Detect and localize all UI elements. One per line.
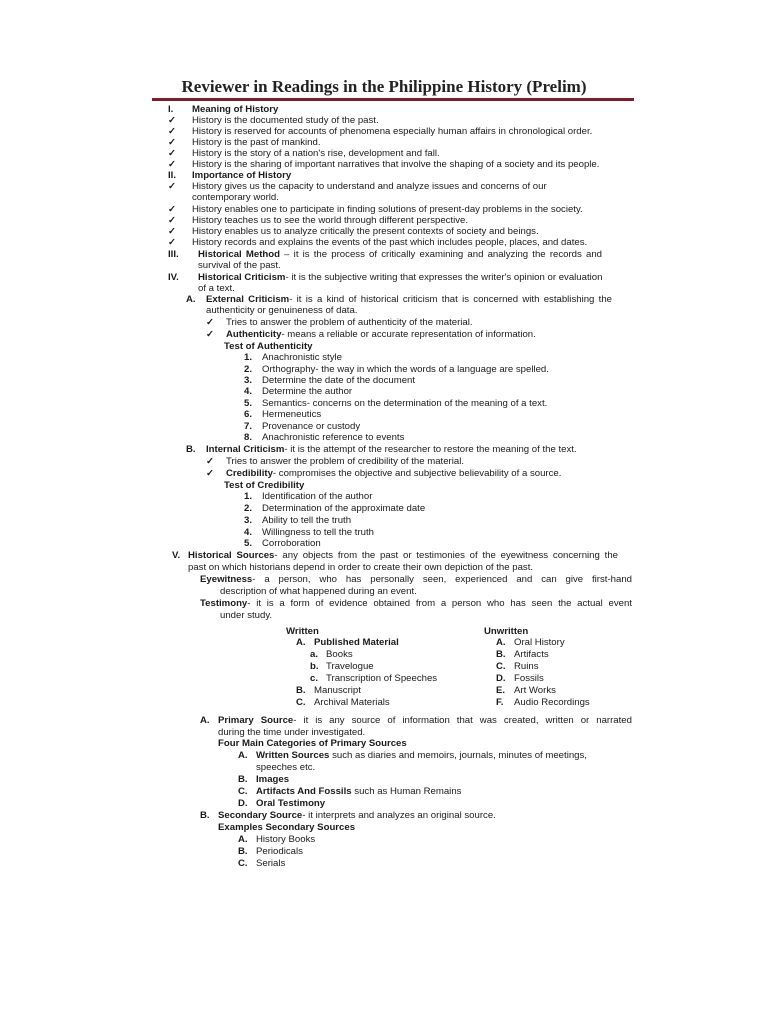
document-line	[496, 637, 565, 648]
list-marker: 5.	[244, 398, 253, 409]
line-text: - a person, who has personally seen, experienced and can give first-hand	[252, 574, 632, 585]
document-line	[168, 181, 547, 192]
checkmark-icon: ✓	[206, 317, 215, 328]
bold-term: Artifacts And Fossils	[256, 786, 352, 797]
document-line	[200, 715, 632, 726]
list-marker: I.	[168, 104, 174, 115]
document-line	[206, 305, 357, 316]
document-line	[168, 148, 440, 159]
list-marker: 2.	[244, 503, 253, 514]
line-text: Identification of the author	[262, 491, 373, 502]
line-text: of a text.	[198, 283, 235, 294]
list-marker: A.	[186, 294, 196, 305]
document-line	[238, 846, 303, 857]
document-line	[168, 104, 278, 115]
document-line	[496, 673, 544, 684]
document-line	[238, 786, 461, 797]
line-text: Periodicals	[256, 846, 303, 857]
line-text: Travelogue	[326, 661, 374, 672]
document-line	[238, 858, 285, 869]
page-title: Reviewer in Readings in the Philippine History (Prelim)	[181, 77, 587, 96]
checkmark-icon: ✓	[168, 181, 177, 192]
line-text: Orthography- the way in which the words of a language are spelled.	[262, 364, 549, 375]
list-marker: 1.	[244, 352, 253, 363]
list-marker: B.	[186, 444, 196, 455]
checkmark-icon: ✓	[168, 148, 177, 159]
line-text: speeches etc.	[256, 762, 316, 773]
list-marker: D.	[238, 798, 248, 809]
bold-term: Unwritten	[484, 626, 529, 637]
document-line	[218, 727, 365, 738]
document-line	[244, 432, 404, 443]
list-marker: V.	[172, 550, 181, 561]
document-line	[206, 329, 536, 340]
list-marker: C.	[238, 858, 248, 869]
line-text: Tries to answer the problem of authenticity of the material.	[226, 317, 473, 328]
document-line	[244, 375, 415, 386]
document-line	[496, 697, 590, 708]
list-marker: A.	[200, 715, 210, 726]
document-line	[206, 456, 464, 467]
document-line	[192, 192, 279, 203]
document-line	[168, 226, 539, 237]
line-text: Semantics- concerns on the determination of the meaning of a text.	[262, 398, 548, 409]
bold-term: Test of Credibility	[224, 480, 305, 491]
list-marker: A.	[238, 750, 248, 761]
document-line	[238, 798, 325, 809]
bold-term: Oral Testimony	[256, 798, 326, 809]
bold-term: Testimony	[200, 598, 248, 609]
list-marker: 5.	[244, 538, 253, 549]
bold-term: Authenticity	[226, 329, 282, 340]
document-line	[244, 421, 360, 432]
checkmark-icon: ✓	[168, 226, 177, 237]
line-text: History gives us the capacity to understand and analyze issues and concerns of our	[192, 181, 547, 192]
document-line	[206, 468, 561, 479]
document-line	[168, 272, 602, 283]
document-line	[496, 685, 556, 696]
line-text: - it is the attempt of the researcher to restore the meaning of the text.	[284, 444, 577, 455]
document-line	[244, 409, 321, 420]
bold-term: Historical Method	[198, 249, 280, 260]
list-marker: C.	[496, 661, 506, 672]
list-marker: B.	[200, 810, 210, 821]
line-text: History is the story of a nation's rise, development and fall.	[192, 148, 440, 159]
line-text: Art Works	[514, 685, 556, 696]
checkmark-icon: ✓	[168, 159, 177, 170]
bold-term: Images	[256, 774, 290, 785]
line-text: Tries to answer the problem of credibility of the material.	[226, 456, 464, 467]
line-text: - it is the subjective writing that expresses the writer's opinion or evaluation	[285, 272, 603, 283]
line-text: - it interprets and analyzes an original source.	[302, 810, 496, 821]
list-marker: 3.	[244, 515, 253, 526]
list-marker: 7.	[244, 421, 253, 432]
checkmark-icon: ✓	[168, 237, 177, 248]
bold-term: Secondary Source	[218, 810, 303, 821]
list-marker: A.	[238, 834, 248, 845]
line-text: Manuscript	[314, 685, 361, 696]
line-text: - it is any source of information that was created, written or narrated	[293, 715, 632, 726]
document-line	[198, 260, 281, 271]
document-line	[168, 237, 587, 248]
document-line	[496, 649, 549, 660]
line-text: - any objects from the past or testimonies of the eyewitness concerning the	[274, 550, 619, 561]
document-line	[296, 637, 399, 648]
line-text: Audio Recordings	[514, 697, 590, 708]
document-line	[238, 774, 289, 785]
line-text: - it is a form of evidence obtained from a person who has seen the actual event	[247, 598, 632, 609]
line-text: History enables us to analyze critically the present contexts of society and beings.	[192, 226, 539, 237]
checkmark-icon: ✓	[206, 456, 215, 467]
line-text: Determine the date of the document	[262, 375, 416, 386]
list-marker: 4.	[244, 527, 253, 538]
list-marker: III.	[168, 249, 179, 260]
list-marker: 8.	[244, 432, 253, 443]
line-text: Transcription of Speeches	[326, 673, 438, 684]
bold-term: Test of Authenticity	[224, 341, 313, 352]
document-line	[244, 386, 352, 397]
line-text: authenticity or genuineness of data.	[206, 305, 358, 316]
line-text: History is the sharing of important narratives that involve the shaping of a society and its people.	[192, 159, 600, 170]
line-text: - means a reliable or accurate representation of information.	[281, 329, 536, 340]
line-text: description of what happened during an event.	[220, 586, 417, 597]
document-line	[220, 610, 272, 621]
line-text: contemporary world.	[192, 192, 279, 203]
line-text: such as diaries and memoirs, journals, minutes of meetings,	[329, 750, 587, 761]
list-marker: A.	[296, 637, 306, 648]
bold-term: External Criticism	[206, 294, 290, 305]
document-line	[310, 661, 374, 672]
list-marker: 1.	[244, 491, 253, 502]
document-line	[168, 249, 602, 260]
list-marker: B.	[238, 846, 248, 857]
document-line	[172, 550, 618, 561]
document-line	[168, 115, 379, 126]
line-text: History is the documented study of the past.	[192, 115, 379, 126]
bold-term: Credibility	[226, 468, 273, 479]
document-line	[224, 341, 312, 352]
bold-term: Four Main Categories of Primary Sources	[218, 738, 407, 749]
list-marker: F.	[496, 697, 504, 708]
bold-term: Written Sources	[256, 750, 330, 761]
line-text: Anachronistic style	[262, 352, 342, 363]
document-line	[200, 810, 496, 821]
document-line	[496, 661, 539, 672]
checkmark-icon: ✓	[168, 137, 177, 148]
line-text: History enables one to participate in finding solutions of present-day problems in the society.	[192, 204, 583, 215]
line-text: Ruins	[514, 661, 539, 672]
line-text: Artifacts	[514, 649, 549, 660]
line-text: Fossils	[514, 673, 544, 684]
line-text: - compromises the objective and subjective believability of a source.	[272, 468, 562, 479]
document-line	[168, 126, 592, 137]
document-line	[244, 538, 321, 549]
document-line	[244, 352, 342, 363]
list-marker: B.	[296, 685, 306, 696]
line-text: such as Human Remains	[351, 786, 462, 797]
checkmark-icon: ✓	[168, 126, 177, 137]
document-line	[224, 480, 304, 491]
bold-term: Historical Sources	[188, 550, 275, 561]
line-text: Hermeneutics	[262, 409, 322, 420]
list-marker: E.	[496, 685, 506, 696]
document-line	[244, 364, 549, 375]
line-text: History teaches us to see the world through different perspective.	[192, 215, 469, 226]
document-line	[168, 170, 291, 181]
checkmark-icon: ✓	[168, 115, 177, 126]
line-text: Anachronistic reference to events	[262, 432, 405, 443]
line-text: Oral History	[514, 637, 565, 648]
line-text: History Books	[256, 834, 316, 845]
document-line	[200, 574, 632, 585]
bold-term: Importance of History	[192, 170, 292, 181]
list-marker: b.	[310, 661, 319, 672]
document-line	[310, 649, 353, 660]
document-line	[198, 283, 235, 294]
list-marker: B.	[238, 774, 248, 785]
line-text: during the time under investigated.	[218, 727, 366, 738]
line-text: Willingness to tell the truth	[262, 527, 374, 538]
bold-term: Historical Criticism	[198, 272, 286, 283]
line-text: past on which historians depend in order to create their own depiction of the past.	[188, 562, 534, 573]
document-line	[168, 159, 599, 170]
document-line	[244, 503, 425, 514]
line-text: - it is a kind of historical criticism that is concerned with establishing the	[289, 294, 612, 305]
document-line	[296, 697, 390, 708]
document-line	[244, 398, 547, 409]
list-marker: a.	[310, 649, 319, 660]
list-marker: C.	[296, 697, 306, 708]
document-line	[188, 562, 533, 573]
document-line	[186, 294, 612, 305]
line-text: Books	[326, 649, 353, 660]
list-marker: 2.	[244, 364, 253, 375]
line-text: Ability to tell the truth	[262, 515, 352, 526]
document-line	[244, 527, 374, 538]
document-line	[168, 137, 321, 148]
checkmark-icon: ✓	[168, 215, 177, 226]
bold-term: Meaning of History	[192, 104, 279, 115]
document-line	[238, 750, 587, 761]
checkmark-icon: ✓	[206, 329, 215, 340]
line-text: History is reserved for accounts of phenomena especially human affairs in chronological order.	[192, 126, 593, 137]
document-line	[484, 626, 528, 637]
list-marker: 3.	[244, 375, 253, 386]
line-text: Determine the author	[262, 386, 353, 397]
line-text: Provenance or custody	[262, 421, 361, 432]
line-text: History is the past of mankind.	[192, 137, 321, 148]
document-line	[310, 673, 437, 684]
document-line	[220, 586, 417, 597]
document-line	[244, 515, 351, 526]
line-text: under study.	[220, 610, 273, 621]
line-text: History records and explains the events of the past which includes people, places, and dates.	[192, 237, 588, 248]
bold-term: Internal Criticism	[206, 444, 285, 455]
document-line	[168, 204, 583, 215]
line-text: – it is the process of critically examining and analyzing the records and	[280, 249, 602, 260]
checkmark-icon: ✓	[206, 468, 215, 479]
bold-term: Written	[286, 626, 319, 637]
list-marker: IV.	[168, 272, 179, 283]
bold-term: Primary Source	[218, 715, 294, 726]
document-line	[256, 762, 315, 773]
list-marker: II.	[168, 170, 176, 181]
list-marker: A.	[496, 637, 506, 648]
bold-term: Eyewitness	[200, 574, 253, 585]
list-marker: C.	[238, 786, 248, 797]
document-line	[168, 215, 468, 226]
line-text: Archival Materials	[314, 697, 390, 708]
document-line	[286, 626, 319, 637]
title-divider	[152, 98, 634, 101]
document-line	[200, 598, 632, 609]
list-marker: c.	[310, 673, 319, 684]
bold-term: Published Material	[314, 637, 399, 648]
line-text: Determination of the approximate date	[262, 503, 426, 514]
line-text: survival of the past.	[198, 260, 281, 271]
document-line	[296, 685, 361, 696]
document-line	[218, 738, 407, 749]
line-text: Serials	[256, 858, 286, 869]
list-marker: 6.	[244, 409, 253, 420]
document-line	[206, 317, 473, 328]
document-line	[186, 444, 577, 455]
document-line	[218, 822, 355, 833]
list-marker: 4.	[244, 386, 253, 397]
document-line	[244, 491, 372, 502]
bold-term: Examples Secondary Sources	[218, 822, 356, 833]
document-line	[238, 834, 315, 845]
list-marker: D.	[496, 673, 506, 684]
line-text: Corroboration	[262, 538, 321, 549]
list-marker: B.	[496, 649, 506, 660]
checkmark-icon: ✓	[168, 204, 177, 215]
